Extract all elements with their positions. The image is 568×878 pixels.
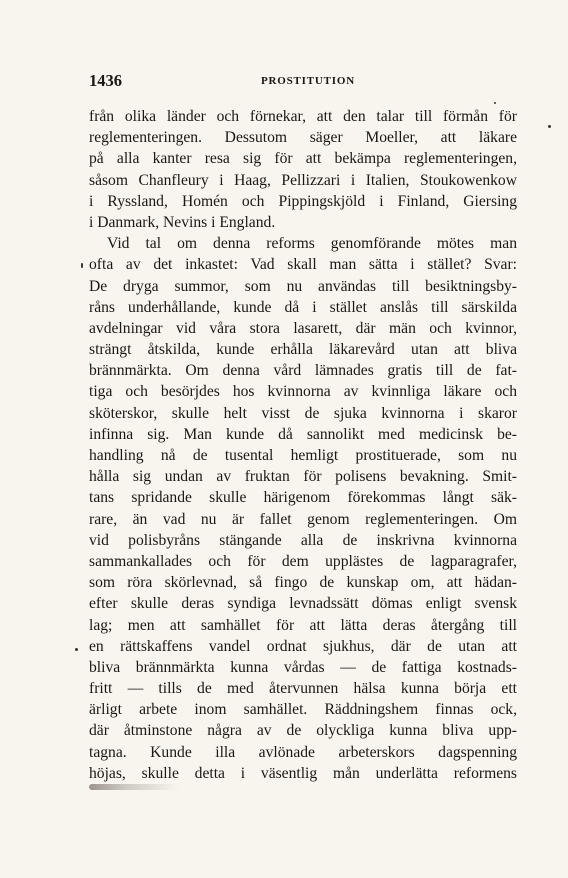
text-line: i Ryssland, Homén och Pippingskjöld i Finland, Giersing — [89, 192, 517, 210]
text-line: i Danmark, Nevins i England. — [89, 213, 276, 231]
text-line: avdelningar vid våra stora lasarett, där män och kvinnor, — [89, 319, 517, 337]
text-line: tans spridande skulle härigenom förekommas långt säk- — [89, 489, 517, 507]
page-header — [89, 70, 517, 92]
text-line: råns underhållande, kunde då i stället anslås till särskilda — [89, 298, 517, 316]
paper-speck — [81, 263, 83, 268]
text-line: bliva brännmärkta kunna vårdas — de fattiga kostnads- — [89, 658, 517, 676]
text-line: brännmärkta. Om denna vård lämnades gratis till de fat- — [89, 362, 517, 380]
text-line: ärligt arbete inom samhället. Räddningshem finnas ock, — [89, 701, 517, 719]
text-line: ofta av det inkastet: Vad skall man sätta i stället? Svar: — [89, 256, 517, 274]
text-line: sköterskor, skulle helt visst de sjuka kvinnorna i skaror — [89, 404, 517, 422]
paper-speck — [75, 648, 78, 651]
text-line: strängt åtskilda, kunde erhålla läkarevård utan att bliva — [89, 341, 517, 359]
text-line: som röra skörlevnad, så fingo de kunskap om, att hädan- — [89, 574, 517, 592]
paper-speck — [494, 102, 496, 104]
text-line: såsom Chanfleury i Haag, Pellizzari i Italien, Stoukowenkow — [89, 171, 517, 189]
text-line: rare, än vad nu är fallet genom reglementeringen. Om — [89, 510, 517, 528]
text-line: Vid tal om denna reforms genomförande mötes man — [107, 235, 517, 253]
text-line: fritt — tills de med återvunnen hälsa kunna börja ett — [89, 680, 517, 698]
text-line: från olika länder och förnekar, att den talar till förmån för — [89, 108, 517, 125]
text-line: tiga och besörjdes hos kvinnorna av kvinnliga läkare och — [89, 383, 517, 401]
text-line: vid polisbyråns stängande alla de inskrivna kvinnorna — [89, 531, 517, 549]
text-line: en rättskaffens vandel ordnat sjukhus, där de utan att — [89, 637, 517, 655]
text-line: hålla sig undan av fruktan för polisens bevakning. Smit- — [89, 468, 517, 486]
text-line: på alla kanter resa sig för att bekämpa reglementeringen, — [89, 150, 517, 168]
body-text — [89, 106, 517, 784]
text-line: infinna sig. Man kunde då sannolikt med medicinsk be- — [89, 425, 517, 443]
text-line: sammankallades och för dem upplästes de lagparagrafer, — [89, 552, 517, 570]
text-line: höjas, skulle detta i väsentlig mån underlätta reformens — [89, 764, 517, 782]
text-line: De dryga summor, som nu användas till besiktningsby- — [89, 277, 517, 295]
text-line: lag; men att samhället för att lätta deras återgång till — [89, 616, 517, 634]
text-line: reglementeringen. Dessutom säger Moeller, att läkare — [89, 129, 517, 147]
running-head: PROSTITUTION — [261, 75, 355, 87]
text-line: där åtminstone några av de olyckliga kunna bliva upp- — [89, 722, 517, 740]
page-number: 1436 — [89, 71, 122, 90]
paper-speck — [548, 125, 551, 128]
ink-smudge — [89, 784, 179, 790]
text-line: efter skulle deras syndiga levnadssätt dömas enligt svensk — [89, 595, 517, 613]
text-line: tagna. Kunde illa avlönade arbeterskors dagspenning — [89, 743, 517, 761]
text-line: handling nå de tusental hemligt prostituerade, som nu — [89, 447, 517, 464]
